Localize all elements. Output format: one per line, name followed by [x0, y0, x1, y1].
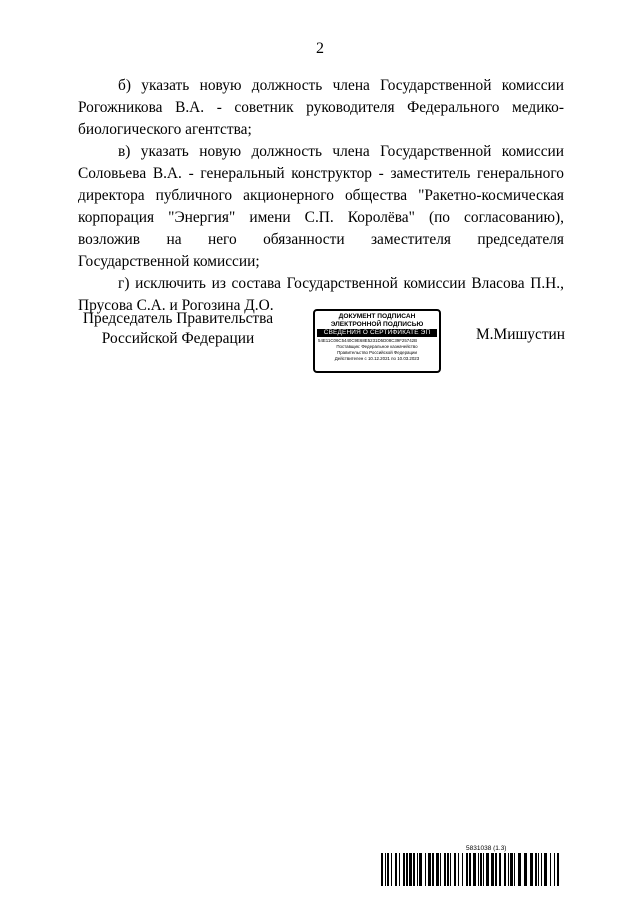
- stamp-band: СВЕДЕНИЯ О СЕРТИФИКАТЕ ЭП: [317, 329, 437, 337]
- stamp-issuer-line1: Поставщик: Федеральное казначейство: [336, 344, 418, 349]
- stamp-validity: Действителен с 10.12.2021 по 10.03.2023: [334, 356, 420, 361]
- e-signature-stamp: [313, 309, 441, 373]
- stamp-title-line2: ЭЛЕКТРОННОЙ ПОДПИСЬЮ: [330, 320, 424, 328]
- signatory-position-line2: Российской Федерации: [101, 330, 255, 347]
- paragraph-v: в) указать новую должность члена Государственной комиссии Соловьева В.А. - генеральный конструктор - заместитель генерального директора публичного акционерного общества "Ракетно-космическая корпорация "Энергия" имени С.П. Королёва" (по согласованию), возложив на него обязанности заместителя председателя Государственной комиссии;: [78, 143, 564, 270]
- stamp-serial: 54E11C06C5440C9E68E5231D5D08C39F25742B: [318, 338, 418, 343]
- page-number: 2: [316, 40, 324, 57]
- signatory-position: [78, 309, 278, 349]
- stamp-title-line1: ДОКУМЕНТ ПОДПИСАН: [338, 313, 416, 320]
- paragraph-g: г) исключить из состава Государственной комиссии Власова П.Н., Прусова С.А. и Рогозина Д.О.: [78, 275, 564, 314]
- signatory-name: М.Мишустин: [476, 326, 566, 343]
- signatory-position-line1: Председатель Правительства: [82, 310, 274, 327]
- barcode-icon: [381, 853, 561, 886]
- stamp-issuer-line2: Правительство Российской Федерации: [337, 350, 417, 355]
- body-text: [78, 75, 564, 317]
- paragraph-b: б) указать новую должность члена Государственной комиссии Рогожникова В.А. - советник руководителя Федерального медико-биологического агентства;: [78, 77, 564, 138]
- barcode-caption: 5831038 (1.3): [466, 845, 507, 852]
